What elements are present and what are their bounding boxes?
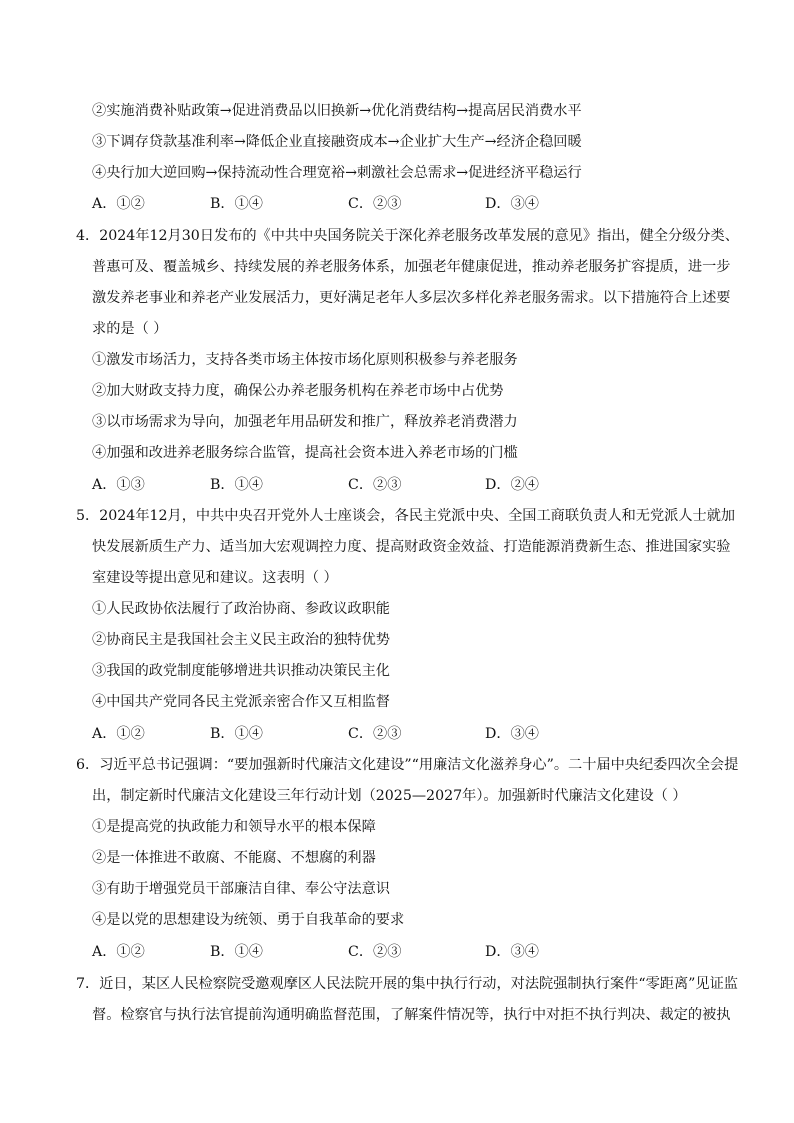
q4-option-b[interactable]: B．①④ [210, 477, 263, 493]
q5-option-d[interactable]: D．③④ [485, 726, 539, 742]
q4-item-3: ③以市场需求为导向，加强老年用品研发和推广，释放养老消费潜力 [92, 414, 518, 430]
q5-item-3: ③我国的政党制度能够增进共识推动决策民主化 [92, 663, 390, 679]
q4-item-1: ①激发市场活力，支持各类市场主体按市场化原则积极参与养老服务 [92, 352, 518, 368]
q5-stem-line-1: 5．2024年12月，中共中央召开党外人士座谈会，各民主党派中央、全国工商联负责人和无党派人士就加 [76, 508, 736, 524]
q6-option-a[interactable]: A．①② [92, 944, 145, 960]
q3-option-a[interactable]: A．①② [92, 196, 145, 212]
q6-item-2: ②是一体推进不敢腐、不能腐、不想腐的利器 [92, 850, 376, 866]
q6-stem-line-1: 6．习近平总书记强调：“要加强新时代廉洁文化建设”“用廉洁文化滋养身心”。二十届中央纪委四次全会提 [76, 757, 739, 773]
q7-stem-line-1: 7．近日，某区人民检察院受邀观摩区人民法院开展的集中执行行动，对法院强制执行案件“零距离”见证监 [76, 976, 738, 992]
q3-option-c[interactable]: C．②③ [348, 196, 402, 212]
q4-stem-line-3: 激发养老事业和养老产业发展活力，更好满足老年人多层次多样化养老服务需求。以下措施符合上述要 [92, 290, 731, 306]
q5-item-4: ④中国共产党同各民主党派亲密合作又互相监督 [92, 694, 390, 710]
q6-option-c[interactable]: C．②③ [348, 944, 402, 960]
q4-item-2: ②加大财政支持力度，确保公办养老服务机构在养老市场中占优势 [92, 383, 504, 399]
q3-option-b[interactable]: B．①④ [210, 196, 263, 212]
q6-stem-line-2: 出，制定新时代廉洁文化建设三年行动计划（2025—2027年）。加强新时代廉洁文化建设（ ） [92, 788, 687, 804]
q5-item-1: ①人民政协依法履行了政治协商、参政议政职能 [92, 601, 390, 617]
q4-stem-line-2: 普惠可及、覆盖城乡、持续发展的养老服务体系，加强老年健康促进，推动养老服务扩容提质，进一步 [92, 259, 731, 275]
q5-stem-line-3: 室建设等提出意见和建议。这表明（ ） [92, 570, 338, 586]
q5-option-b[interactable]: B．①④ [210, 726, 263, 742]
q5-option-c[interactable]: C．②③ [348, 726, 402, 742]
q4-option-c[interactable]: C．②③ [348, 477, 402, 493]
q6-item-3: ③有助于增强党员干部廉洁自律、奉公守法意识 [92, 881, 390, 897]
q4-stem-line-1: 4．2024年12月30日发布的《中共中央国务院关于深化养老服务改革发展的意见》指出，健全分级分类、 [76, 228, 739, 244]
q3-item-4: ④央行加大逆回购→保持流动性合理宽裕→刺激社会总需求→促进经济平稳运行 [92, 165, 582, 181]
q5-option-a[interactable]: A．①② [92, 726, 145, 742]
q6-item-4: ④是以党的思想建设为统领、勇于自我革命的要求 [92, 912, 405, 928]
q3-item-3: ③下调存贷款基准利率→降低企业直接融资成本→企业扩大生产→经济企稳回暖 [92, 134, 582, 150]
q3-option-d[interactable]: D．③④ [485, 196, 539, 212]
q5-stem-line-2: 快发展新质生产力、适当加大宏观调控力度、提高财政资金效益、打造能源消费新生态、推进国家实验 [92, 539, 731, 555]
q4-option-a[interactable]: A．①③ [92, 477, 145, 493]
q6-option-b[interactable]: B．①④ [210, 944, 263, 960]
q7-stem-line-2: 督。检察官与执行法官提前沟通明确监督范围，了解案件情况等，执行中对拒不执行判决、裁定的被执 [92, 1007, 731, 1023]
q4-item-4: ④加强和改进养老服务综合监管，提高社会资本进入养老市场的门槛 [92, 445, 518, 461]
q5-item-2: ②协商民主是我国社会主义民主政治的独特优势 [92, 632, 390, 648]
q4-stem-line-4: 求的是（ ） [92, 321, 168, 337]
q3-item-2: ②实施消费补贴政策→促进消费品以旧换新→优化消费结构→提高居民消费水平 [92, 103, 582, 119]
q6-item-1: ①是提高党的执政能力和领导水平的根本保障 [92, 819, 376, 835]
q4-option-d[interactable]: D．②④ [485, 477, 539, 493]
q6-option-d[interactable]: D．③④ [485, 944, 539, 960]
